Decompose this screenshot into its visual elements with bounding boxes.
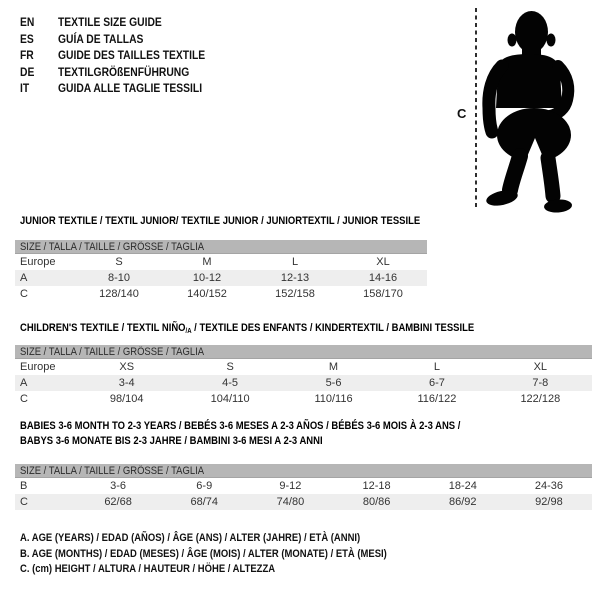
legend-footnotes xyxy=(20,531,447,578)
language-code: FR xyxy=(20,48,34,62)
junior-section-title: JUNIOR TEXTILE / TEXTIL JUNIOR/ TEXTILE JUNIOR / JUNIORTEXTIL / JUNIOR TESSILE xyxy=(20,215,421,227)
table-row-europe: Europe XS S M L XL xyxy=(15,359,592,375)
row-label: A xyxy=(20,377,28,389)
language-row-it xyxy=(20,80,229,97)
row-label: A xyxy=(20,272,28,284)
language-code: DE xyxy=(20,64,35,79)
babies-size-table xyxy=(15,464,592,510)
row-label: Europe xyxy=(20,256,56,268)
language-code: IT xyxy=(20,81,30,95)
table-row-europe: Europe S M L XL xyxy=(15,254,427,270)
row-label: B xyxy=(20,480,28,492)
row-label: C xyxy=(20,288,28,300)
language-row-de xyxy=(20,64,229,81)
babies-section-title: BABIES 3-6 MONTH TO 2-3 YEARS / BEBÉS 3-6 MESES A 2-3 AÑOS / BÉBÉS 3-6 MOIS À 2-3 ANS / BABYS 3-6 MONATE BIS 2-3 JAHRE / BAMBINI 3-6 MESI A 2-3 ANNI xyxy=(20,420,461,447)
language-code: EN xyxy=(20,15,35,29)
language-row-es xyxy=(20,31,229,48)
language-code: ES xyxy=(20,31,34,46)
size-header-bar: SIZE / TALLA / TAILLE / GRÖSSE / TAGLIA xyxy=(15,240,427,254)
footnote-b: B. AGE (MONTHS) / EDAD (MESES) / ÂGE (MOIS) / ALTER (MONATE) / ETÀ (MESI) xyxy=(20,547,387,560)
junior-size-table xyxy=(15,240,427,302)
children-size-table xyxy=(15,345,592,407)
language-row-en xyxy=(20,14,229,31)
children-section-title: CHILDREN'S TEXTILE / TEXTIL $NIÑO_{/A}$ / TEXTILE DES ENFANTS / KINDERTEXTIL / BAMBINI TESSILE xyxy=(20,322,475,335)
table-row-age-months: B 3-6 6-9 9-12 12-18 18-24 24-36 xyxy=(15,478,592,494)
language-title: TEXTILGRÖßENFÜHRUNG xyxy=(58,64,190,79)
footnote-a: A. AGE (YEARS) / EDAD (AÑOS) / ÂGE (ANS) / ALTER (JAHRE) / ETÀ (ANNI) xyxy=(20,532,361,544)
size-header-bar: SIZE / TALLA / TAILLE / GRÖSSE / TAGLIA xyxy=(15,464,592,478)
language-title: GUÍA DE TALLAS xyxy=(58,31,144,46)
footnote-c: C. (cm) HEIGHT / ALTURA / HAUTEUR / HÖHE / ALTEZZA xyxy=(20,563,276,575)
row-label: C xyxy=(20,496,28,508)
row-label: C xyxy=(20,393,28,405)
size-header-bar: SIZE / TALLA / TAILLE / GRÖSSE / TAGLIA xyxy=(15,345,592,359)
language-title: TEXTILE SIZE GUIDE xyxy=(58,15,162,29)
table-row-height: C 62/68 68/74 74/80 80/86 86/92 92/98 xyxy=(15,494,592,510)
toddler-silhouette-icon xyxy=(478,6,582,216)
language-title-list xyxy=(20,14,229,97)
height-measure-dashed-line xyxy=(475,8,477,209)
row-label: Europe xyxy=(20,361,56,373)
table-row-age: A 3-4 4-5 5-6 6-7 7-8 xyxy=(15,375,592,391)
language-row-fr xyxy=(20,47,229,64)
table-row-height: C 128/140 140/152 152/158 158/170 xyxy=(15,286,427,302)
language-title: GUIDE DES TAILLES TEXTILE xyxy=(58,48,206,62)
table-row-height: C 98/104 104/110 110/116 116/122 122/128 xyxy=(15,391,592,407)
height-measure-label: C xyxy=(457,106,467,121)
language-title: GUIDA ALLE TAGLIE TESSILI xyxy=(58,81,203,95)
table-row-age: A 8-10 10-12 12-13 14-16 xyxy=(15,270,427,286)
